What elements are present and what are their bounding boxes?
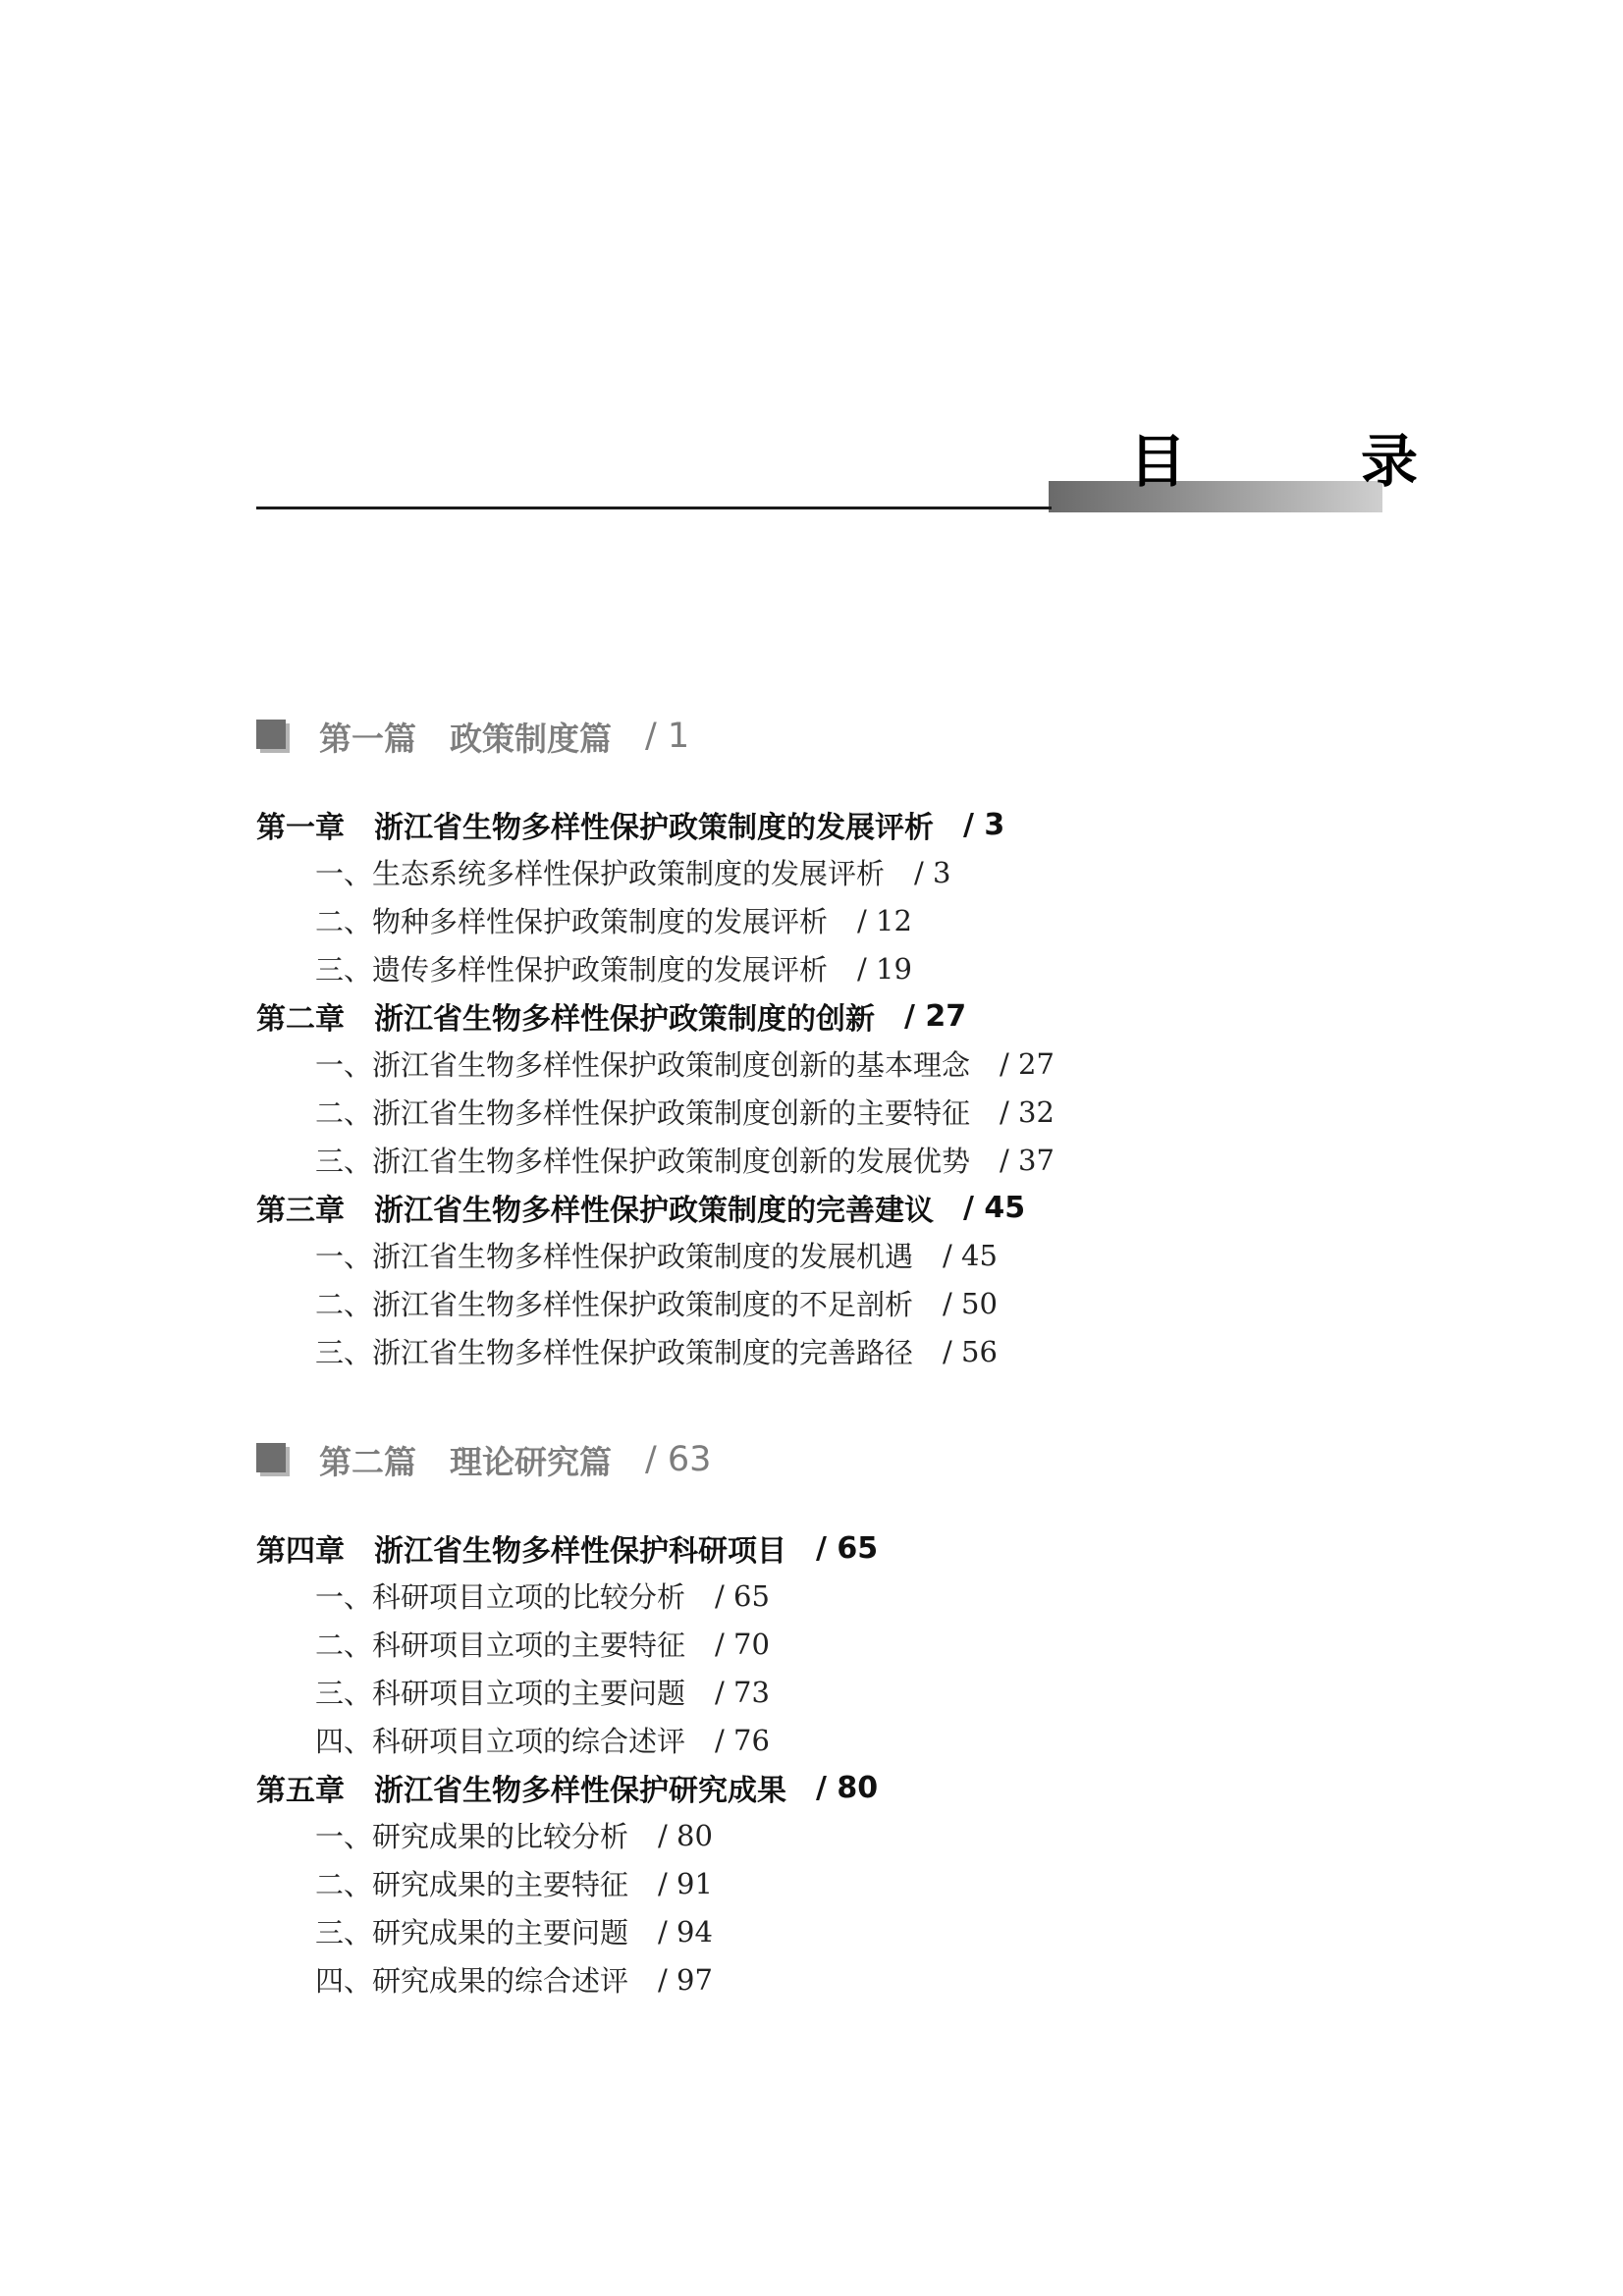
section-title: 二、浙江省生物多样性保护政策制度创新的主要特征	[315, 1096, 971, 1130]
section-page-number: / 76	[715, 1723, 770, 1757]
chapter-entry[interactable]	[256, 1764, 1385, 1811]
section-page-number: / 32	[1000, 1095, 1055, 1129]
chapter-page-number: / 27	[904, 998, 967, 1034]
section-title: 四、研究成果的综合述评	[315, 1964, 629, 1998]
chapter-label: 第二章	[256, 1002, 345, 1037]
section-title: 二、研究成果的主要特征	[315, 1868, 629, 1901]
table-of-contents	[256, 707, 1385, 2003]
section-entry[interactable]	[256, 1859, 1385, 1907]
section-entry[interactable]	[256, 1279, 1385, 1327]
chapter-page-number: / 3	[963, 807, 1005, 842]
section-page-number: / 65	[715, 1578, 770, 1613]
section-entry[interactable]	[256, 848, 1385, 896]
section-title: 三、科研项目立项的主要问题	[315, 1677, 686, 1710]
part-page-number: / 63	[645, 1440, 712, 1479]
section-entry[interactable]	[256, 1136, 1385, 1184]
chapter-label: 第五章	[256, 1774, 345, 1808]
section-entry[interactable]	[256, 1231, 1385, 1279]
chapter-label: 第一章	[256, 811, 345, 845]
section-page-number: / 91	[658, 1866, 713, 1900]
section-title: 一、研究成果的比较分析	[315, 1820, 629, 1853]
chapter-page-number: / 80	[816, 1770, 879, 1805]
chapter-page-number: / 45	[963, 1190, 1026, 1225]
chapter-title: 浙江省生物多样性保护政策制度的完善建议	[374, 1194, 934, 1228]
chapter-entry[interactable]	[256, 992, 1385, 1040]
section-page-number: / 19	[857, 951, 912, 986]
section-page-number: / 56	[943, 1334, 998, 1368]
section-page-number: / 50	[943, 1286, 998, 1320]
section-entry[interactable]	[256, 1907, 1385, 1955]
chapter-entry[interactable]	[256, 1524, 1385, 1572]
page-title: 目 录	[1129, 428, 1478, 495]
part-label: 第二篇	[319, 1442, 416, 1481]
chapter-page-number: / 65	[816, 1530, 879, 1566]
chapter-title: 浙江省生物多样性保护研究成果	[374, 1774, 786, 1808]
section-title: 三、遗传多样性保护政策制度的发展评析	[315, 953, 829, 987]
chapter-entry[interactable]	[256, 801, 1385, 848]
part-page-number: / 1	[645, 717, 690, 756]
section-page-number: / 3	[914, 855, 951, 889]
section-title: 三、浙江省生物多样性保护政策制度创新的发展优势	[315, 1145, 971, 1178]
section-page-number: / 27	[1000, 1046, 1055, 1081]
section-entry[interactable]	[256, 1088, 1385, 1136]
section-page-number: / 94	[658, 1914, 713, 1949]
section-entry[interactable]	[256, 1040, 1385, 1088]
section-title: 三、研究成果的主要问题	[315, 1916, 629, 1949]
section-entry[interactable]	[256, 1716, 1385, 1764]
section-title: 二、浙江省生物多样性保护政策制度的不足剖析	[315, 1288, 914, 1321]
section-title: 一、浙江省生物多样性保护政策制度创新的基本理念	[315, 1048, 971, 1082]
section-entry[interactable]	[256, 1668, 1385, 1716]
section-entry[interactable]	[256, 1327, 1385, 1375]
section-page-number: / 73	[715, 1675, 770, 1709]
chapter-entry[interactable]	[256, 1184, 1385, 1231]
part-title: 理论研究篇	[450, 1442, 612, 1481]
section-entry[interactable]	[256, 1955, 1385, 2003]
section-title: 二、物种多样性保护政策制度的发展评析	[315, 905, 829, 938]
section-page-number: / 80	[658, 1818, 713, 1852]
section-page-number: / 70	[715, 1627, 770, 1661]
section-entry[interactable]	[256, 896, 1385, 944]
section-entry[interactable]	[256, 944, 1385, 992]
section-title: 四、科研项目立项的综合述评	[315, 1725, 686, 1758]
section-title: 二、科研项目立项的主要特征	[315, 1629, 686, 1662]
part-label: 第一篇	[319, 719, 416, 758]
part-heading[interactable]	[256, 1430, 1385, 1489]
section-page-number: / 97	[658, 1962, 713, 1997]
chapter-title: 浙江省生物多样性保护政策制度的发展评析	[374, 811, 934, 845]
section-entry[interactable]	[256, 1811, 1385, 1859]
part-title: 政策制度篇	[450, 719, 612, 758]
section-title: 一、生态系统多样性保护政策制度的发展评析	[315, 857, 886, 890]
section-title: 一、科研项目立项的比较分析	[315, 1580, 686, 1614]
square-bullet-icon	[256, 1443, 290, 1476]
chapter-label: 第四章	[256, 1534, 345, 1569]
section-page-number: / 45	[943, 1238, 998, 1272]
part-heading[interactable]	[256, 707, 1385, 766]
section-title: 一、浙江省生物多样性保护政策制度的发展机遇	[315, 1240, 914, 1273]
title-rule	[256, 507, 1052, 509]
chapter-title: 浙江省生物多样性保护科研项目	[374, 1534, 786, 1569]
chapter-label: 第三章	[256, 1194, 345, 1228]
section-page-number: / 12	[857, 903, 912, 937]
section-entry[interactable]	[256, 1620, 1385, 1668]
section-page-number: / 37	[1000, 1143, 1055, 1177]
section-title: 三、浙江省生物多样性保护政策制度的完善路径	[315, 1336, 914, 1369]
section-entry[interactable]	[256, 1572, 1385, 1620]
chapter-title: 浙江省生物多样性保护政策制度的创新	[374, 1002, 875, 1037]
square-bullet-icon	[256, 720, 290, 753]
